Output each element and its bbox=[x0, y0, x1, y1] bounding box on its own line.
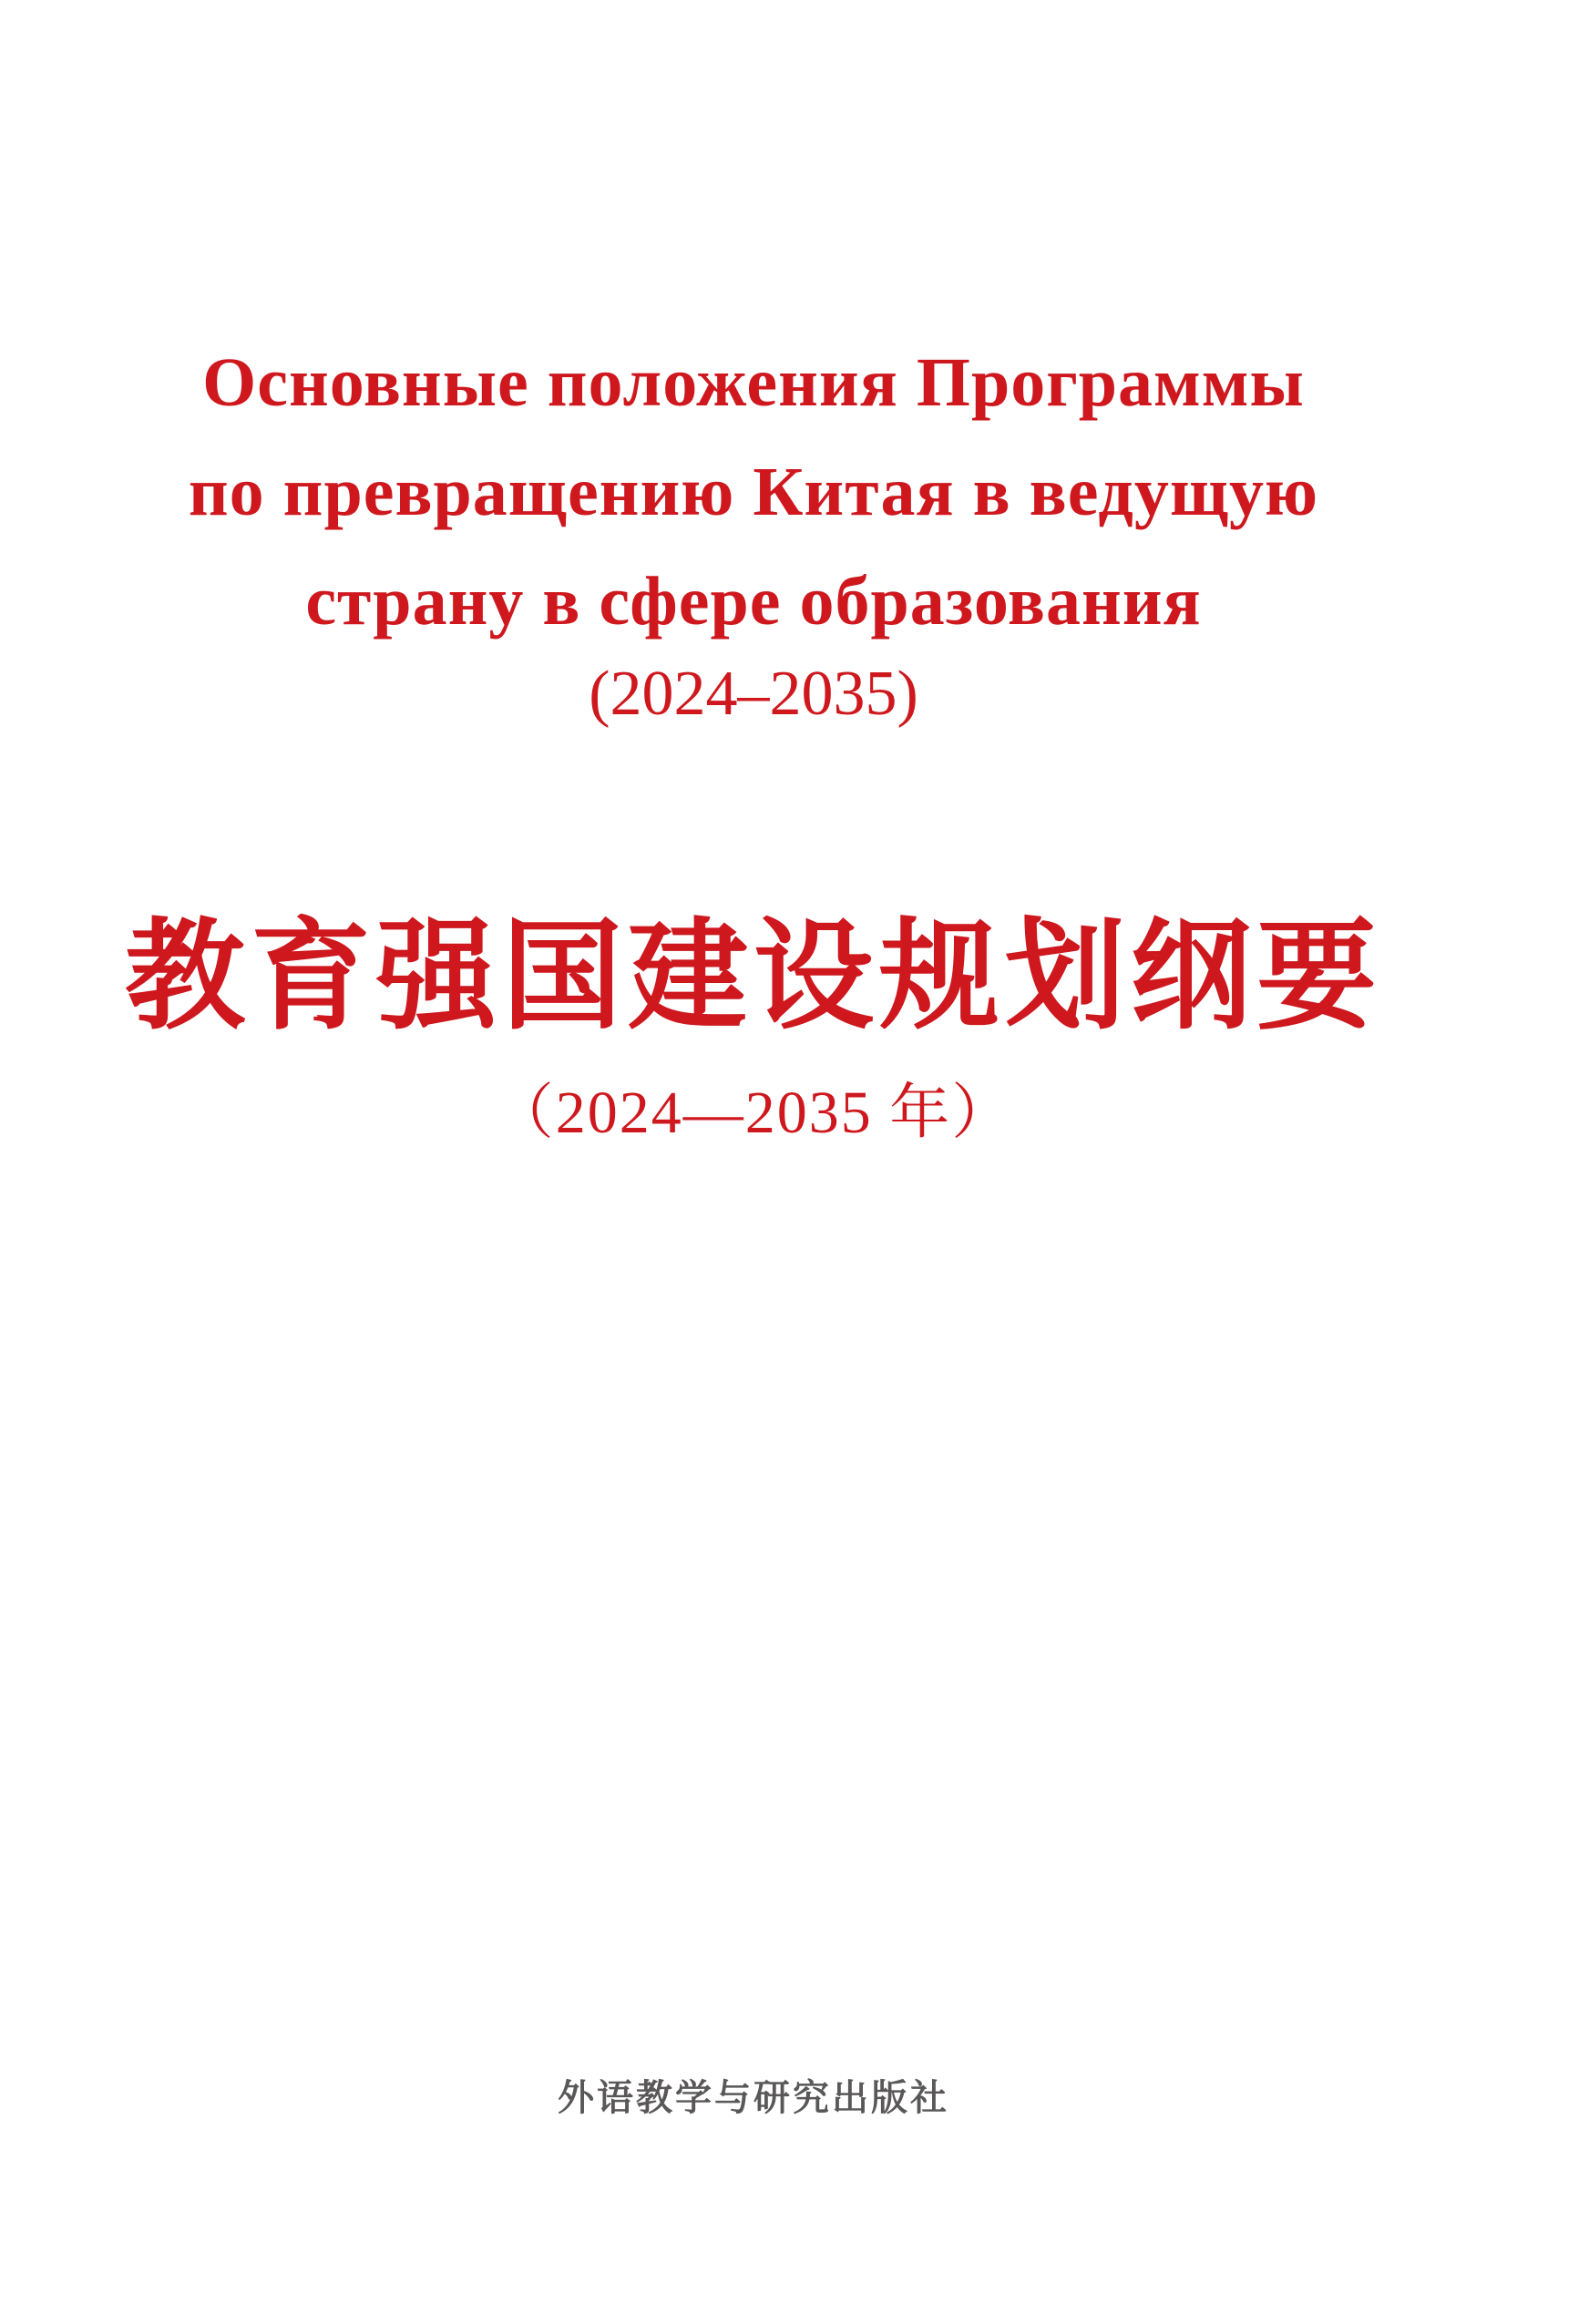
chinese-title-years: （2024—2035 年） bbox=[493, 1080, 1014, 1146]
chinese-title: 教育强国建设规划纲要 bbox=[125, 910, 1382, 1044]
russian-title-years: (2024–2035) bbox=[589, 659, 918, 729]
publisher-name: 外语教学与研究出版社 bbox=[558, 2078, 949, 2118]
russian-title bbox=[0, 328, 1507, 656]
russian-title-line1: Основные положения Программы bbox=[202, 344, 1305, 421]
russian-title-line3: страну в сфере образования bbox=[305, 563, 1202, 640]
russian-title-line2: по превращению Китая в ведущую bbox=[188, 454, 1319, 530]
